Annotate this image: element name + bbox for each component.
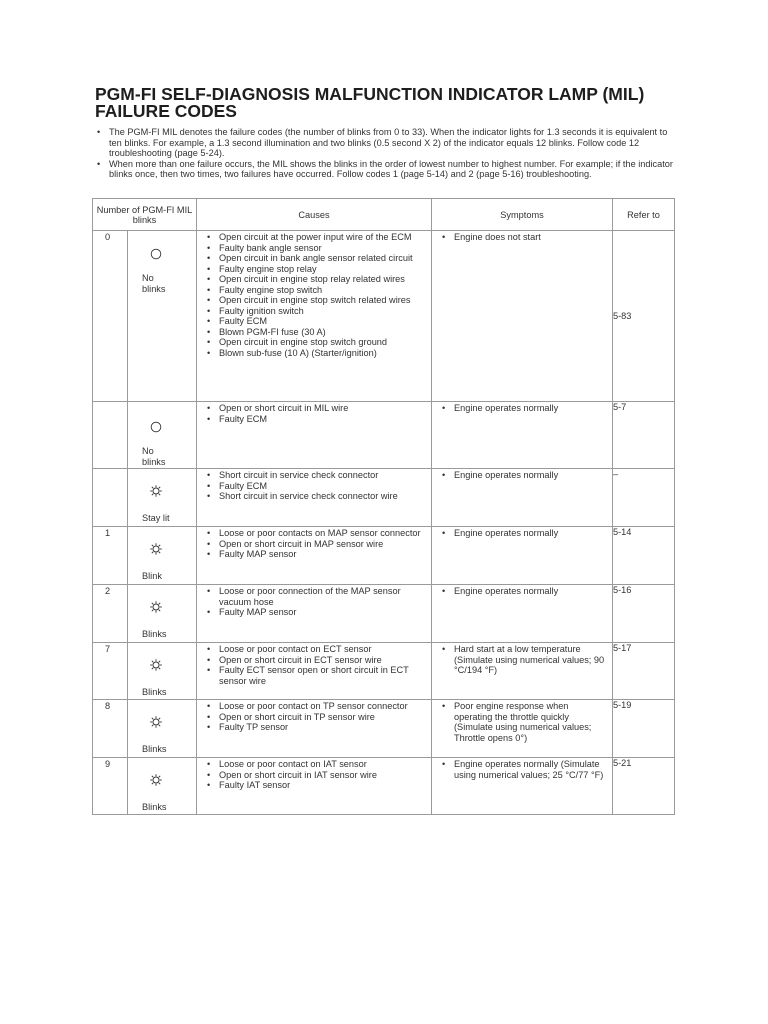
symptom-item: • Engine operates normally xyxy=(440,528,608,539)
refer-page: 5-7 xyxy=(613,402,675,469)
blink-code-cell xyxy=(93,643,197,700)
blink-code-cell xyxy=(93,469,197,527)
table-row xyxy=(93,585,675,643)
symptom-item: • Engine operates normally xyxy=(440,470,608,481)
title-line-2: FAILURE CODES xyxy=(95,101,237,121)
cause-item: • Faulty TP sensor xyxy=(205,722,427,733)
symptoms-cell xyxy=(432,643,613,700)
causes-list xyxy=(197,758,431,791)
lamp-lit-icon xyxy=(150,659,162,671)
blink-code: 0 xyxy=(105,232,111,242)
symptoms-cell xyxy=(432,700,613,758)
cause-item: • Faulty bank angle sensor xyxy=(205,243,427,254)
causes-cell xyxy=(197,231,432,402)
refer-page: 5-17 xyxy=(613,643,675,700)
refer-page: 5-83 xyxy=(613,231,675,402)
symptoms-cell xyxy=(432,402,613,469)
blink-code-cell xyxy=(93,231,197,402)
cause-item: • Open circuit at the power input wire of the ECM xyxy=(205,232,427,243)
cause-item: • Short circuit in service check connector wire xyxy=(205,491,427,502)
table-row xyxy=(93,402,675,469)
cause-item: • Open or short circuit in MIL wire xyxy=(205,403,427,414)
cause-item: • Open circuit in bank angle sensor related circuit xyxy=(205,253,427,264)
causes-cell xyxy=(197,643,432,700)
intro-item: • When more than one failure occurs, the MIL shows the blinks in the order of lowest number to highest number. For example; if the indicator blinks once, then two times, two failures have occurred. Follow codes 1 (page 5-14) and 2 (page 5-16) troubleshooting. xyxy=(95,159,680,180)
mil-state-label: Blinks xyxy=(142,802,167,812)
blink-code: 9 xyxy=(105,759,111,769)
symptoms-list xyxy=(432,700,612,743)
mil-indicator xyxy=(127,469,196,526)
symptoms-list xyxy=(432,402,612,414)
causes-cell xyxy=(197,402,432,469)
table-row xyxy=(93,527,675,585)
cause-item: • Faulty ECM xyxy=(205,414,427,425)
causes-list xyxy=(197,585,431,618)
symptom-item: • Engine operates normally xyxy=(440,586,608,597)
cause-item: • Open circuit in engine stop relay related wires xyxy=(205,274,427,285)
causes-list xyxy=(197,402,431,424)
symptoms-cell xyxy=(432,585,613,643)
mil-indicator xyxy=(127,231,196,401)
blink-code-cell xyxy=(93,402,197,469)
blink-code: 8 xyxy=(105,701,111,711)
mil-state-label: No blinks xyxy=(142,446,166,467)
symptom-item: • Engine does not start xyxy=(440,232,608,243)
symptoms-list xyxy=(432,469,612,481)
cause-item: • Open or short circuit in TP sensor wire xyxy=(205,712,427,723)
symptoms-list xyxy=(432,231,612,243)
causes-list xyxy=(197,700,431,733)
lamp-lit-icon xyxy=(150,485,162,497)
cause-item: • Faulty MAP sensor xyxy=(205,607,427,618)
causes-cell xyxy=(197,758,432,815)
cause-item: • Open or short circuit in ECT sensor wire xyxy=(205,655,427,666)
cause-item: • Loose or poor contact on IAT sensor xyxy=(205,759,427,770)
mil-state-label: Blink xyxy=(142,571,162,581)
header-refer: Refer to xyxy=(613,199,675,231)
blink-code-cell xyxy=(93,758,197,815)
causes-cell xyxy=(197,527,432,585)
cause-item: • Open circuit in engine stop switch related wires xyxy=(205,295,427,306)
cause-item: • Faulty ignition switch xyxy=(205,306,427,317)
causes-list xyxy=(197,527,431,560)
failure-codes-table xyxy=(92,198,675,815)
refer-page: 5-16 xyxy=(613,585,675,643)
mil-indicator xyxy=(127,585,196,642)
title-line-1: PGM-FI SELF-DIAGNOSIS MALFUNCTION INDICATOR LAMP (MIL) xyxy=(95,84,645,104)
cause-item: • Faulty engine stop relay xyxy=(205,264,427,275)
lamp-lit-icon xyxy=(150,774,162,786)
lamp-lit-icon xyxy=(150,543,162,555)
mil-state-label: Blinks xyxy=(142,687,167,697)
table-body xyxy=(93,231,675,815)
cause-item: • Loose or poor contact on TP sensor connector xyxy=(205,701,427,712)
symptom-item: • Engine operates normally xyxy=(440,403,608,414)
mil-indicator xyxy=(127,402,196,468)
symptom-item: • Engine operates normally (Simulate using numerical values; 25 °C/77 °F) xyxy=(440,759,608,780)
cause-item: • Faulty ECT sensor open or short circuit in ECT sensor wire xyxy=(205,665,427,686)
causes-cell xyxy=(197,585,432,643)
header-symptoms: Symptoms xyxy=(432,199,613,231)
causes-list xyxy=(197,469,431,502)
blink-code-cell xyxy=(93,585,197,643)
mil-state-label: No blinks xyxy=(142,273,166,294)
intro-list xyxy=(95,127,680,180)
cause-item: • Loose or poor contacts on MAP sensor connector xyxy=(205,528,427,539)
table-row xyxy=(93,643,675,700)
table-header-row xyxy=(93,199,675,231)
cause-item: • Blown PGM-FI fuse (30 A) xyxy=(205,327,427,338)
blink-code-cell xyxy=(93,700,197,758)
lamp-off-icon xyxy=(150,248,162,260)
symptoms-list xyxy=(432,758,612,780)
mil-state-label: Blinks xyxy=(142,744,167,754)
mil-indicator xyxy=(127,527,196,584)
mil-indicator xyxy=(127,700,196,757)
table-row xyxy=(93,700,675,758)
blink-code: 2 xyxy=(105,586,111,596)
symptoms-list xyxy=(432,527,612,539)
mil-indicator xyxy=(127,758,196,814)
cause-item: • Faulty ECM xyxy=(205,316,427,327)
header-causes: Causes xyxy=(197,199,432,231)
intro-item: • The PGM-FI MIL denotes the failure codes (the number of blinks from 0 to 33). When the indicator lights for 1.3 seconds it is equivalent to ten blinks. For example, a 1.3 second illumination and two blinks (0.5 second X 2) of the indicator equals 12 blinks. Follow code 12 troubleshooting (page 5-24). xyxy=(95,127,680,159)
cause-item: • Open or short circuit in MAP sensor wire xyxy=(205,539,427,550)
symptoms-list xyxy=(432,585,612,597)
cause-item: • Faulty ECM xyxy=(205,481,427,492)
causes-list xyxy=(197,231,431,358)
mil-state-label: Blinks xyxy=(142,629,167,639)
refer-page: 5-19 xyxy=(613,700,675,758)
table-row xyxy=(93,231,675,402)
symptoms-cell xyxy=(432,758,613,815)
blink-code: 1 xyxy=(105,528,111,538)
cause-item: • Blown sub-fuse (10 A) (Starter/ignition) xyxy=(205,348,427,359)
cause-item: • Faulty MAP sensor xyxy=(205,549,427,560)
mil-indicator xyxy=(127,643,196,699)
blink-code-cell xyxy=(93,527,197,585)
cause-item: • Loose or poor connection of the MAP sensor vacuum hose xyxy=(205,586,427,607)
refer-page: 5-14 xyxy=(613,527,675,585)
symptoms-list xyxy=(432,643,612,676)
page-title xyxy=(95,86,695,120)
cause-item: • Open circuit in engine stop switch ground xyxy=(205,337,427,348)
causes-cell xyxy=(197,469,432,527)
symptoms-cell xyxy=(432,231,613,402)
cause-item: • Loose or poor contact on ECT sensor xyxy=(205,644,427,655)
symptom-item: • Hard start at a low temperature (Simulate using numerical values; 90 °C/194 °F) xyxy=(440,644,608,676)
refer-page: – xyxy=(613,469,675,527)
symptoms-cell xyxy=(432,469,613,527)
lamp-lit-icon xyxy=(150,716,162,728)
cause-item: • Faulty IAT sensor xyxy=(205,780,427,791)
mil-state-label: Stay lit xyxy=(142,513,170,523)
symptoms-cell xyxy=(432,527,613,585)
lamp-off-icon xyxy=(150,421,162,433)
header-number: Number of PGM-FI MIL blinks xyxy=(93,199,197,231)
causes-list xyxy=(197,643,431,686)
lamp-lit-icon xyxy=(150,601,162,613)
cause-item: • Open or short circuit in IAT sensor wire xyxy=(205,770,427,781)
cause-item: • Short circuit in service check connector xyxy=(205,470,427,481)
table-row xyxy=(93,469,675,527)
blink-code: 7 xyxy=(105,644,111,654)
causes-cell xyxy=(197,700,432,758)
table-row xyxy=(93,758,675,815)
refer-page: 5-21 xyxy=(613,758,675,815)
symptom-item: • Poor engine response when operating the throttle quickly (Simulate using numerical values; Throttle opens 0°) xyxy=(440,701,608,743)
cause-item: • Faulty engine stop switch xyxy=(205,285,427,296)
